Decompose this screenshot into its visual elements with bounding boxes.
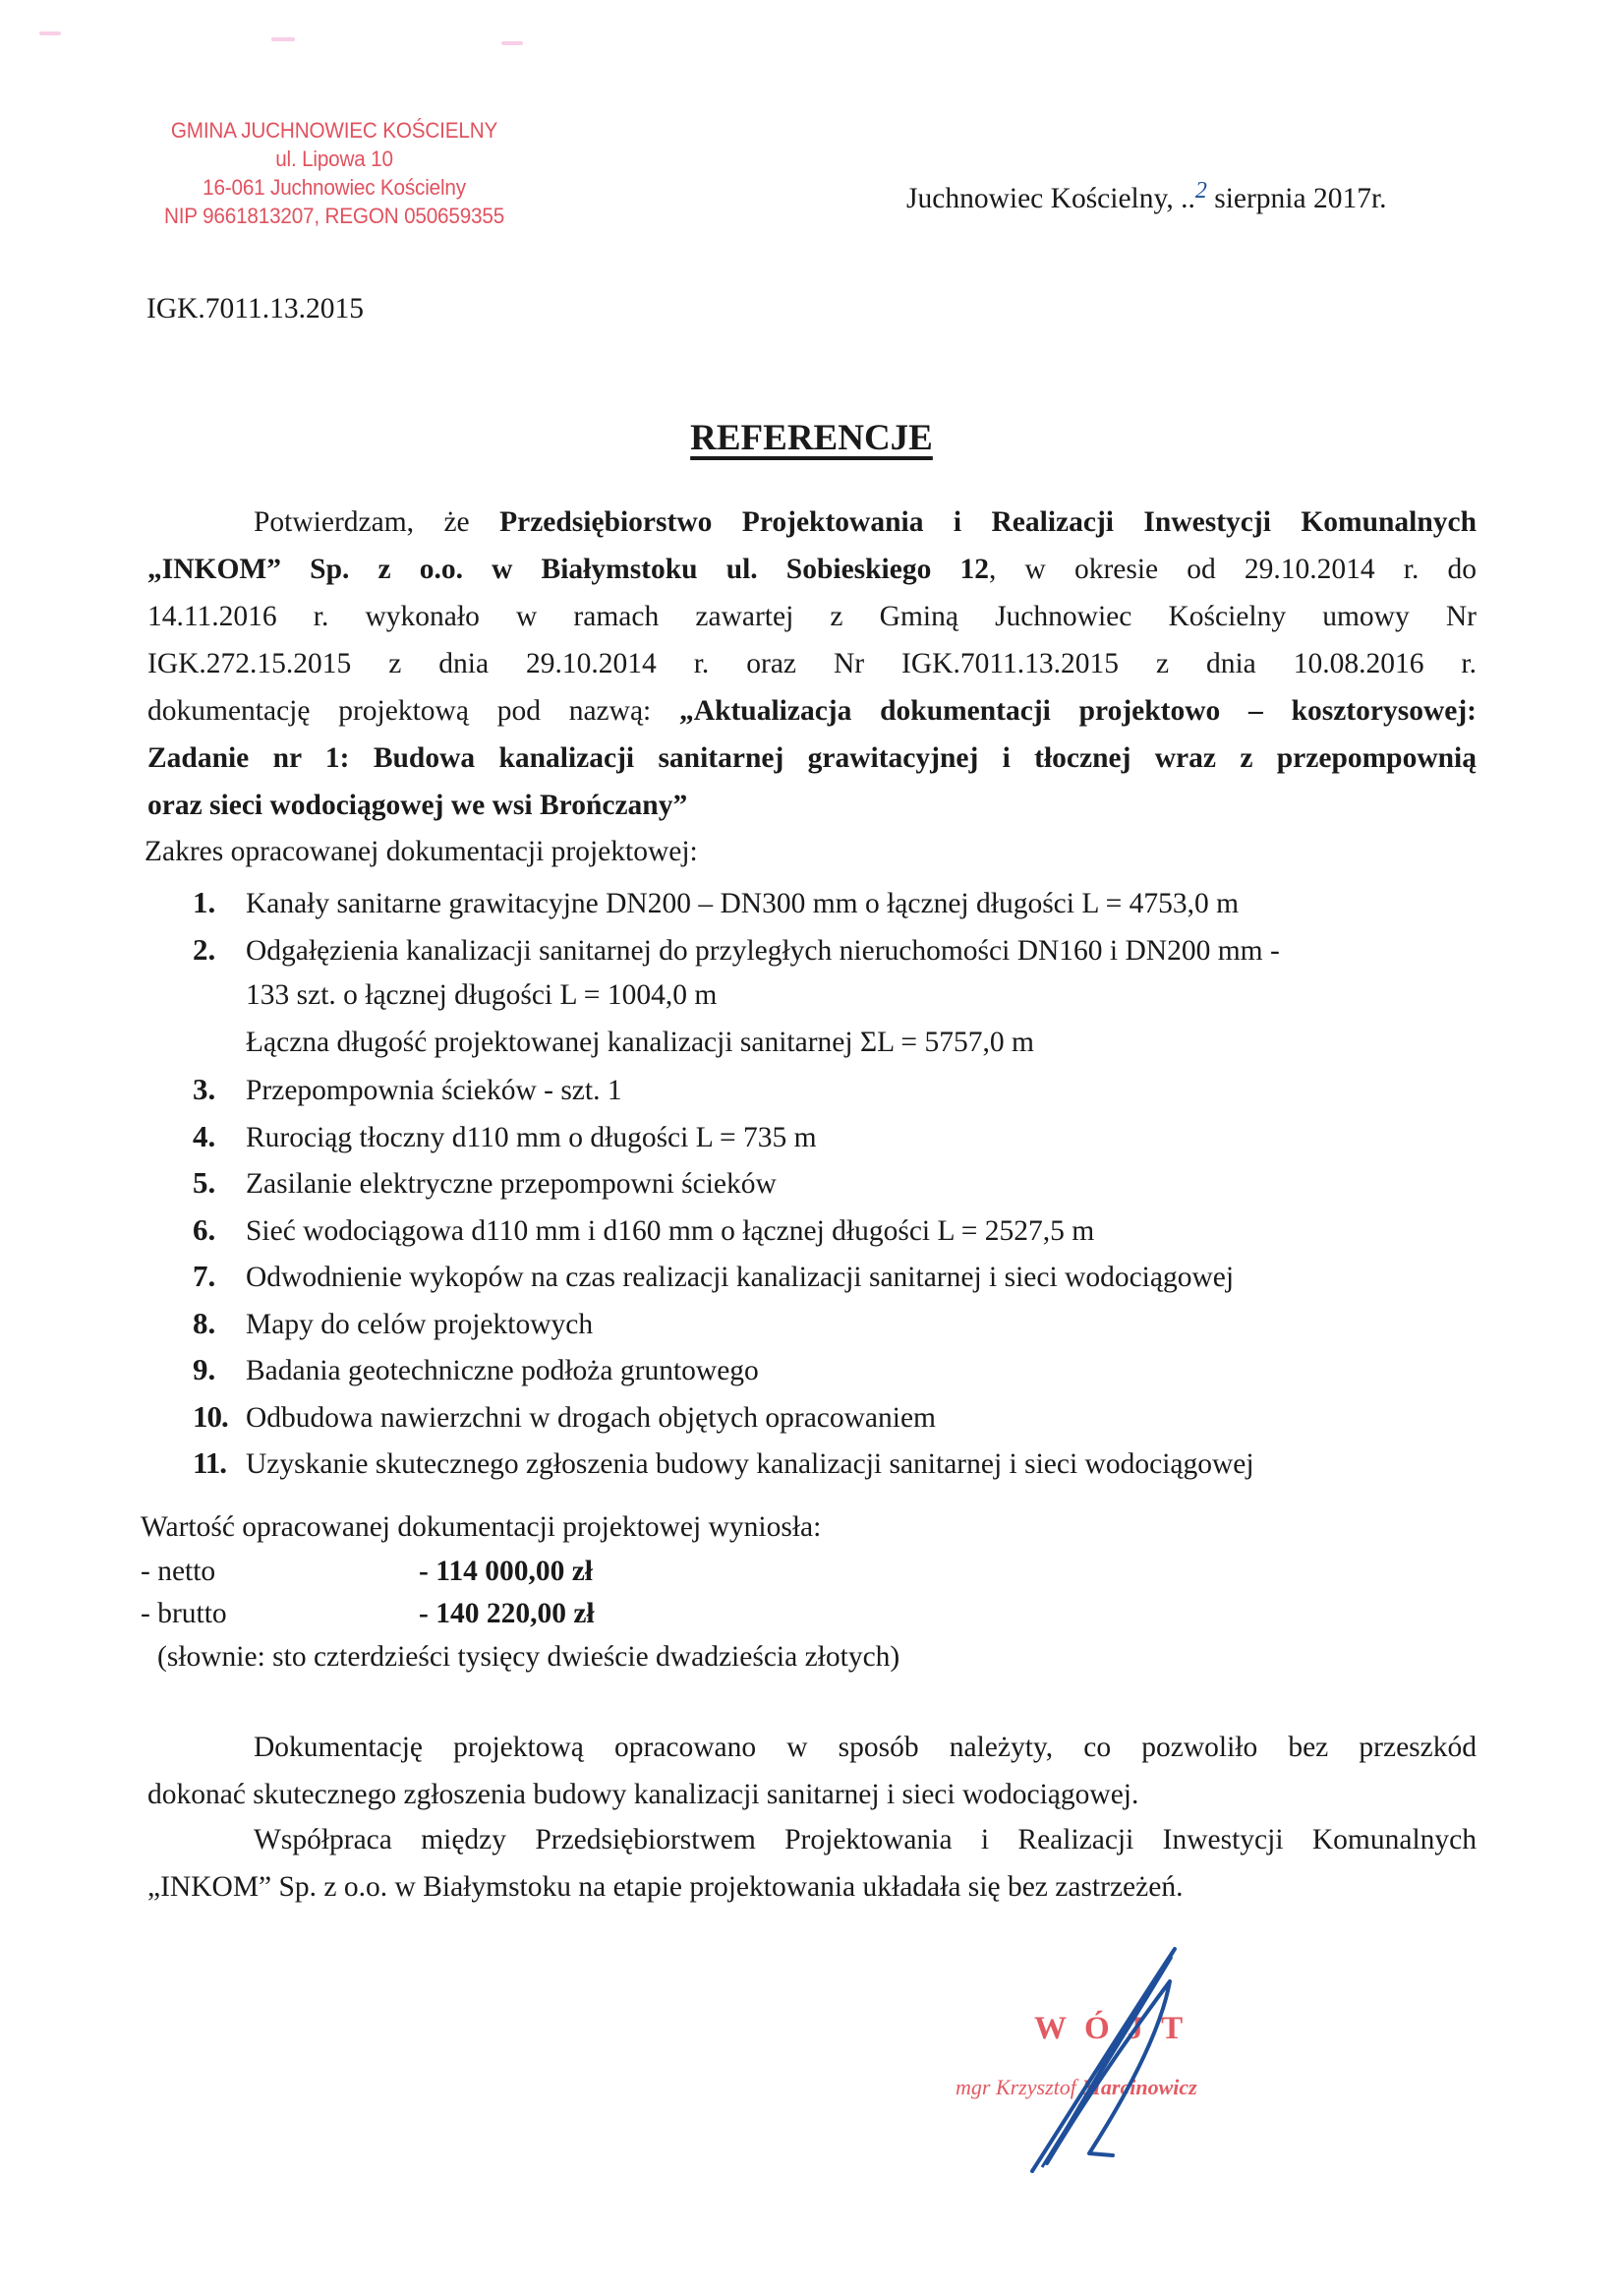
municipality-stamp xyxy=(128,116,541,230)
document-title-text: REFERENCJE xyxy=(690,418,933,458)
scope-item: 7. Odwodnienie wykopów na czas realizacji kanalizacji sanitarnej i sieci wodociągowej xyxy=(193,1259,1235,1293)
intro-line: dokumentację projektową pod nazwą: „Aktualizacja dokumentacji projektowo – kosztorysowej: xyxy=(147,695,1477,727)
scan-mark xyxy=(501,41,523,45)
scope-heading: Zakres opracowanej dokumentacji projektowej: xyxy=(145,836,698,867)
stamp-line-name: GMINA JUCHNOWIEC KOŚCIELNY xyxy=(170,118,498,143)
date-day-handwritten: 2 xyxy=(1194,178,1207,204)
stamp-line-street: ul. Lipowa 10 xyxy=(275,147,393,171)
value-brutto-row xyxy=(141,1598,595,1630)
closing-paragraph-1 xyxy=(147,1724,1477,1818)
intro-line: „INKOM” Sp. z o.o. w Białymstoku ul. Sobieskiego 12, w okresie od 29.10.2014 r. do xyxy=(147,554,1478,585)
scope-item: 1. Kanały sanitarne grawitacyjne DN200 – DN300 mm o łącznej długości L = 4753,0 m xyxy=(193,885,1240,919)
stamp-line-city: 16-061 Juchnowiec Kościelny xyxy=(203,175,466,200)
intro-line: Zadanie nr 1: Budowa kanalizacji sanitarnej grawitacyjnej i tłocznej wraz z przepompownią xyxy=(147,742,1477,774)
date-place: Juchnowiec Kościelny, .. xyxy=(906,183,1195,214)
brutto-label: - brutto xyxy=(141,1598,227,1629)
document-date xyxy=(906,178,1387,215)
handwritten-signature-icon xyxy=(1022,1927,1239,2173)
value-netto-row xyxy=(141,1556,593,1588)
intro-line: oraz sieci wodociągowej we wsi Brończany” xyxy=(147,790,688,821)
document-title xyxy=(0,417,1623,459)
closing-paragraph-2 xyxy=(147,1816,1477,1911)
scope-item: 8. Mapy do celów projektowych xyxy=(193,1305,594,1340)
scope-list xyxy=(193,879,1280,1487)
scope-item-total: Łączna długość projektowanej kanalizacji sanitarnej ΣL = 5757,0 m xyxy=(246,1026,1034,1058)
scope-item: 6. Sieć wodociągowa d110 mm i d160 mm o łącznej długości L = 2527,5 m xyxy=(193,1211,1095,1247)
scope-item: 4. Rurociąg tłoczny d110 mm o długości L = 735 m xyxy=(193,1118,817,1153)
brutto-amount: - 140 220,00 zł xyxy=(419,1598,595,1629)
closing-line: Współpraca między Przedsiębiorstwem Projektowania i Realizacji Inwestycji Komunalnych xyxy=(254,1824,1477,1855)
netto-label: - netto xyxy=(141,1556,216,1587)
scope-item: 9. Badania geotechniczne podłoża gruntowego xyxy=(193,1352,759,1386)
closing-line: dokonać skutecznego zgłoszenia budowy kanalizacji sanitarnej i sieci wodociągowej. xyxy=(147,1779,1139,1810)
scope-item: 10. Odbudowa nawierzchni w drogach objętych opracowaniem xyxy=(193,1398,937,1434)
closing-line: Dokumentację projektową opracowano w sposób należyty, co pozwoliło bez przeszkód xyxy=(254,1732,1477,1763)
value-heading: Wartość opracowanej dokumentacji projektowej wyniosła: xyxy=(141,1511,822,1543)
scan-mark xyxy=(271,37,295,41)
date-month-year: sierpnia 2017r. xyxy=(1206,183,1387,214)
stamp-line-tax-ids: NIP 9661813207, REGON 050659355 xyxy=(163,204,505,228)
signature-stamp-name: mgr Krzysztof Marcinowicz xyxy=(956,2075,1197,2099)
scan-mark xyxy=(39,31,61,35)
scope-item: 11. Uzyskanie skutecznego zgłoszenia budowy kanalizacji sanitarnej i sieci wodociągowej xyxy=(193,1445,1254,1480)
signature-stamp-title: WÓJT xyxy=(1034,2011,1201,2046)
scope-item-continuation: 133 szt. o łącznej długości L = 1004,0 m xyxy=(246,979,718,1011)
intro-paragraph xyxy=(147,499,1477,829)
scope-item: 5. Zasilanie elektryczne przepompowni ścieków xyxy=(193,1165,777,1200)
intro-line: 14.11.2016 r. wykonało w ramach zawartej z Gminą Juchnowiec Kościelny umowy Nr xyxy=(147,601,1477,632)
reference-number: IGK.7011.13.2015 xyxy=(146,293,364,324)
scope-item: 2. Odgałęzienia kanalizacji sanitarnej do przyległych nieruchomości DN160 i DN200 mm - xyxy=(193,931,1280,967)
intro-line: Potwierdzam, że Przedsiębiorstwo Projektowania i Realizacji Inwestycji Komunalnych xyxy=(254,506,1478,538)
netto-amount: - 114 000,00 zł xyxy=(419,1556,593,1587)
scope-item: 3. Przepompownia ścieków - szt. 1 xyxy=(193,1072,622,1106)
amount-in-words: (słownie: sto czterdzieści tysięcy dwieście dwadzieścia złotych) xyxy=(157,1641,900,1673)
closing-line: „INKOM” Sp. z o.o. w Białymstoku na etapie projektowania układała się bez zastrzeżeń. xyxy=(147,1871,1184,1903)
intro-line: IGK.272.15.2015 z dnia 29.10.2014 r. oraz Nr IGK.7011.13.2015 z dnia 10.08.2016 r. xyxy=(147,648,1477,679)
